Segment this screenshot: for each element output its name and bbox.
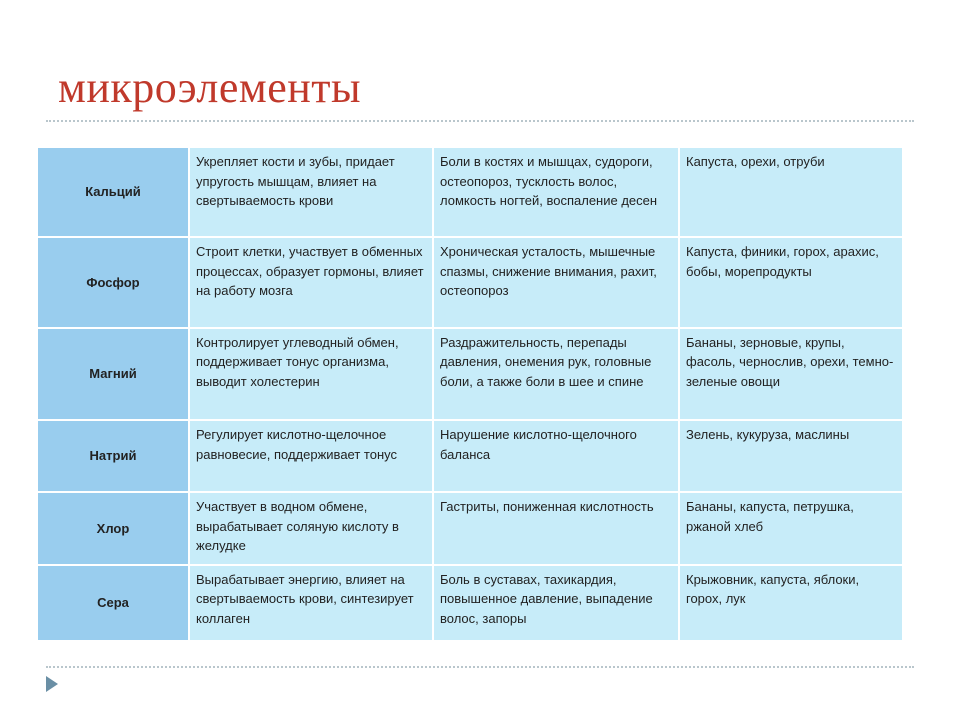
element-sources: Зелень, кукуруза, маслины xyxy=(679,420,903,492)
slide-title: микроэлементы xyxy=(58,63,362,112)
element-deficiency: Боли в костях и мышцах, судороги, остеопороз, тусклость волос, ломкость ногтей, воспаление десен xyxy=(433,147,679,237)
table-row xyxy=(37,420,903,492)
element-name: Фосфор xyxy=(37,237,189,327)
element-name: Натрий xyxy=(37,420,189,492)
element-name: Кальций xyxy=(37,147,189,237)
element-function: Укрепляет кости и зубы, придает упругость мышцам, влияет на свертываемость крови xyxy=(189,147,433,237)
top-divider xyxy=(46,120,914,122)
table-row xyxy=(37,328,903,420)
element-function: Строит клетки, участвует в обменных процессах, образует гормоны, влияет на работу мозга xyxy=(189,237,433,327)
table-row xyxy=(37,492,903,564)
element-sources: Бананы, зерновые, крупы, фасоль, чернослив, орехи, темно-зеленые овощи xyxy=(679,328,903,420)
table-row xyxy=(37,237,903,327)
microelements-table xyxy=(36,146,902,642)
element-function: Регулирует кислотно-щелочное равновесие, поддерживает тонус xyxy=(189,420,433,492)
element-function: Контролирует углеводный обмен, поддерживает тонус организма, выводит холестерин xyxy=(189,328,433,420)
element-function: Вырабатывает энергию, влияет на свертываемость крови, синтезирует коллаген xyxy=(189,565,433,641)
table-row xyxy=(37,565,903,641)
element-name: Хлор xyxy=(37,492,189,564)
table xyxy=(36,146,904,642)
table-row xyxy=(37,147,903,237)
bottom-divider xyxy=(46,666,914,668)
element-name: Магний xyxy=(37,328,189,420)
element-deficiency: Хроническая усталость, мышечные спазмы, снижение внимания, рахит, остеопороз xyxy=(433,237,679,327)
element-sources: Бананы, капуста, петрушка, ржаной хлеб xyxy=(679,492,903,564)
element-sources: Крыжовник, капуста, яблоки, горох, лук xyxy=(679,565,903,641)
element-deficiency: Гастриты, пониженная кислотность xyxy=(433,492,679,564)
element-deficiency: Раздражительность, перепады давления, онемения рук, головные боли, а также боли в шее и спине xyxy=(433,328,679,420)
element-deficiency: Боль в суставах, тахикардия, повышенное давление, выпадение волос, запоры xyxy=(433,565,679,641)
element-name: Сера xyxy=(37,565,189,641)
element-function: Участвует в водном обмене, вырабатывает соляную кислоту в желудке xyxy=(189,492,433,564)
element-deficiency: Нарушение кислотно-щелочного баланса xyxy=(433,420,679,492)
element-sources: Капуста, орехи, отруби xyxy=(679,147,903,237)
element-sources: Капуста, финики, горох, арахис, бобы, морепродукты xyxy=(679,237,903,327)
triangle-bullet-icon xyxy=(46,676,58,692)
